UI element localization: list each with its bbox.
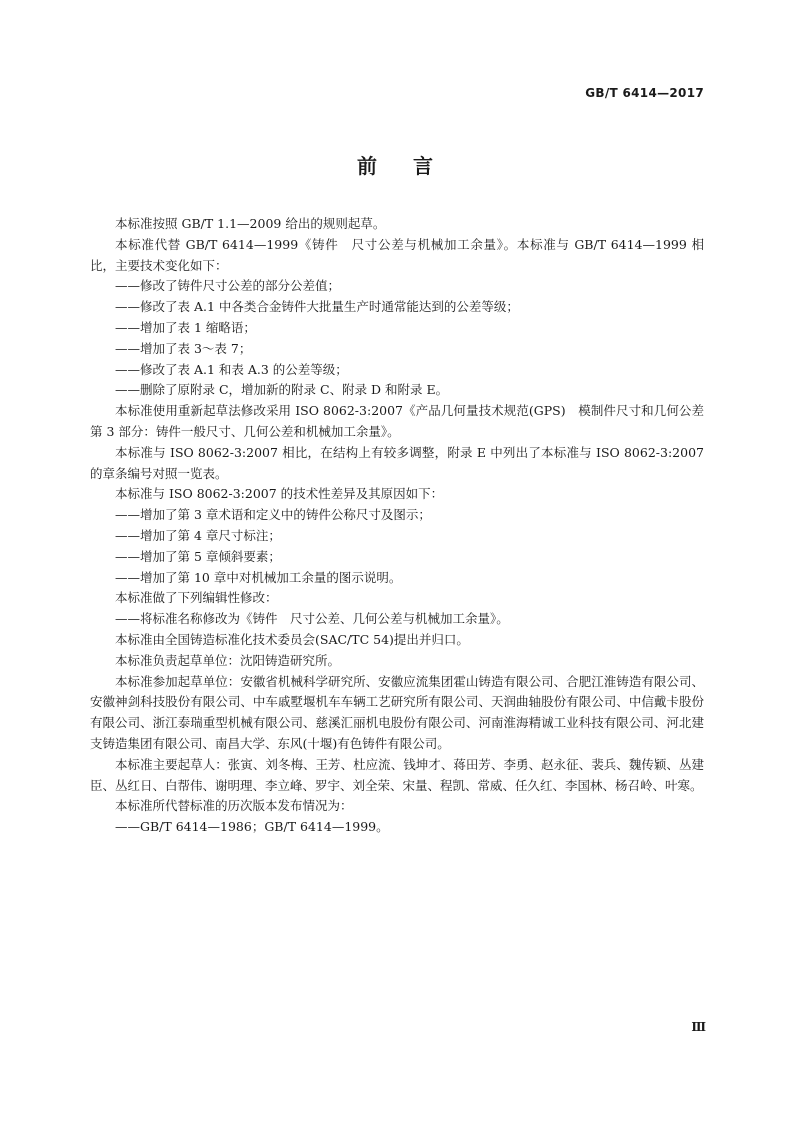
- foreword-body: [90, 214, 717, 838]
- paragraph: 本标准由全国铸造标准化技术委员会(SAC/TC 54)提出并归口。: [115, 631, 469, 647]
- paragraph: ——删除了原附录 C，增加新的附录 C、附录 D 和附录 E。: [115, 382, 449, 398]
- page-number: Ⅲ: [691, 1020, 706, 1034]
- paragraph: 本标准使用重新起草法修改采用 ISO 8062-3:2007《产品几何量技术规范(GPS) 模制件尺寸和几何公差 第 3 部分：铸件一般尺寸、几何公差和机械加工余量》。: [90, 403, 717, 439]
- standard-code: GB/T 6414—2017: [585, 86, 704, 100]
- paragraph: ——修改了铸件尺寸公差的部分公差值；: [115, 278, 341, 294]
- paragraph: ——增加了表 3～表 7；: [115, 340, 252, 356]
- paragraph: 本标准主要起草人：张寅、刘冬梅、王芳、杜应流、钱坤才、蒋田芳、李勇、赵永征、裴兵、魏传颖、丛建臣、丛红日、白帮伟、谢明理、李立峰、罗宇、刘全荣、宋量、程凯、常威、任久红、李国林、杨召岭、叶寒。: [90, 756, 704, 793]
- paragraph: ——增加了第 4 章尺寸标注；: [115, 527, 281, 543]
- paragraph: ——增加了第 3 章术语和定义中的铸件公称尺寸及图示；: [115, 507, 431, 523]
- paragraph: ——修改了表 A.1 中各类合金铸件大批量生产时通常能达到的公差等级；: [115, 299, 519, 315]
- page-title-char-2: 言: [413, 154, 437, 178]
- paragraph: 本标准与 ISO 8062-3:2007 的技术性差异及其原因如下：: [115, 486, 444, 502]
- paragraph: ——增加了第 5 章倾斜要素；: [115, 548, 281, 564]
- page-title-char-1: 前: [357, 154, 381, 178]
- paragraph: ——增加了第 10 章中对机械加工余量的图示说明。: [115, 569, 402, 585]
- paragraph: 本标准所代替标准的历次版本发布情况为：: [115, 798, 353, 814]
- paragraph: 本标准做了下列编辑性修改：: [115, 590, 278, 606]
- paragraph: ——将标准名称修改为《铸件 尺寸公差、几何公差与机械加工余量》。: [115, 611, 509, 627]
- paragraph: 本标准参加起草单位：安徽省机械科学研究所、安徽应流集团霍山铸造有限公司、合肥江淮铸造有限公司、安徽神剑科技股份有限公司、中车戚墅堰机车车辆工艺研究所有限公司、天润曲轴股份有限公司、中信戴卡股份有限公司、浙江泰瑞重型机械有限公司、慈溪汇丽机电股份有限公司、河南淮海精诚工业科技有限公司、河北建支铸造集团有限公司、南昌大学、东风(十堰)有色铸件有限公司。: [90, 673, 704, 751]
- paragraph: 本标准与 ISO 8062-3:2007 相比，在结构上有较多调整，附录 E 中列出了本标准与 ISO 8062-3:2007 的章条编号对照一览表。: [90, 444, 704, 481]
- paragraph: ——增加了表 1 缩略语；: [115, 319, 256, 335]
- paragraph: ——修改了表 A.1 和表 A.3 的公差等级；: [115, 361, 348, 377]
- paragraph: 本标准代替 GB/T 6414—1999《铸件 尺寸公差与机械加工余量》。本标准与 GB/T 6414—1999 相比，主要技术变化如下：: [90, 236, 704, 273]
- paragraph: 本标准按照 GB/T 1.1—2009 给出的规则起草。: [115, 216, 386, 231]
- page-title: [0, 150, 794, 179]
- paragraph: 本标准负责起草单位：沈阳铸造研究所。: [115, 652, 341, 668]
- paragraph: ——GB/T 6414—1986；GB/T 6414—1999。: [115, 819, 389, 835]
